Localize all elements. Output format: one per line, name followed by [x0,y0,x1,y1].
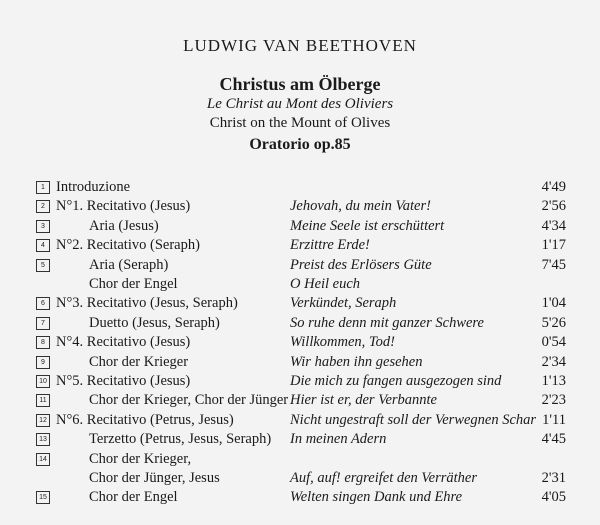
track-first-line: O Heil euch [290,276,361,292]
track-row [0,177,600,198]
track-description: N°5. Recitativo (Jesus) [56,373,191,389]
subtitle-english: Christ on the Mount of Olives [209,115,391,131]
track-description: Chor der Krieger, [89,450,192,467]
track-duration: 5'26 [541,314,566,331]
track-description: Chor der Engel [89,489,178,506]
track-row [0,449,600,470]
track-duration: 4'45 [541,431,566,448]
track-description: Chor der Krieger [89,353,189,370]
track-number-box: 14 [36,453,50,466]
track-number-box: 7 [36,317,50,330]
track-row [0,371,600,392]
track-first-line: Die mich zu fangen ausgezogen sind [290,373,502,389]
track-row [0,235,600,256]
track-row [0,196,600,217]
track-number-box: 6 [36,297,50,310]
track-description: Aria (Seraph) [89,256,169,273]
track-number-box: 12 [36,414,50,427]
track-number-box: 5 [36,259,50,272]
track-first-line: Wir haben ihn gesehen [290,353,423,370]
track-number-box: 8 [36,336,50,349]
track-first-line: Erzittre Erde! [290,237,370,254]
track-description: Introduzione [56,179,131,195]
track-duration: 0'54 [541,334,566,351]
work-title: Christus am Ölberge [219,74,381,94]
track-row [0,410,600,431]
track-first-line: Hier ist er, der Verbannte [290,392,437,409]
track-first-line: Nicht ungestraft soll der Verwegnen Schar [290,411,537,428]
track-number-box: 3 [36,220,50,233]
track-first-line: Verkündet, Seraph [290,295,397,312]
track-duration: 4'34 [541,217,566,234]
track-first-line: So ruhe denn mit ganzer Schwere [290,314,484,331]
track-description: Chor der Jünger, Jesus [89,470,220,486]
track-duration: 7'45 [541,256,566,273]
track-duration: 4'05 [541,489,566,506]
track-duration: 1'11 [542,411,566,428]
track-number-box: 9 [36,356,50,369]
track-description: N°3. Recitativo (Jesus, Seraph) [56,295,238,312]
track-description: Duetto (Jesus, Seraph) [89,314,220,331]
track-description: N°6. Recitativo (Petrus, Jesus) [56,411,234,428]
track-duration: 4'49 [541,179,566,195]
track-row [0,313,600,334]
track-description: Chor der Krieger, Chor der Jünger [89,392,289,409]
track-number-box: 1 [36,181,50,194]
track-description: N°2. Recitativo (Seraph) [56,237,200,254]
track-description: N°4. Recitativo (Jesus) [56,334,191,351]
track-row [0,487,600,508]
track-duration: 1'13 [541,373,566,389]
track-row [0,390,600,411]
composer-name: LUDWIG VAN BEETHOVEN [183,36,417,55]
track-duration: 2'34 [541,353,566,370]
track-number-box: 4 [36,239,50,252]
track-first-line: Willkommen, Tod! [290,334,395,351]
track-number-box: 10 [36,375,50,388]
track-duration: 2'23 [541,392,566,409]
opus-label: Oratorio op.85 [249,136,351,153]
track-row [0,255,600,276]
track-row [0,468,600,489]
subtitle-french: Le Christ au Mont des Oliviers [206,96,394,112]
track-duration: 2'56 [541,198,566,215]
track-first-line: Welten singen Dank und Ehre [290,489,463,506]
track-row [0,293,600,314]
track-first-line: Auf, auf! ergreifet den Verräther [290,470,477,486]
track-description: Aria (Jesus) [89,217,159,234]
track-first-line: Meine Seele ist erschüttert [290,217,445,234]
track-first-line: Preist des Erlösers Güte [290,256,432,273]
track-row [0,274,600,295]
track-number-box: 13 [36,433,50,446]
track-duration: 1'04 [541,295,566,312]
track-row [0,429,600,450]
track-description: Chor der Engel [89,276,178,292]
track-number-box: 15 [36,491,50,504]
track-first-line: In meinen Adern [290,431,387,448]
track-description: N°1. Recitativo (Jesus) [56,198,191,215]
track-duration: 2'31 [541,470,566,486]
track-row [0,352,600,373]
track-first-line: Jehovah, du mein Vater! [290,198,431,215]
track-row [0,332,600,353]
track-duration: 1'17 [541,237,566,254]
track-row [0,216,600,237]
track-number-box: 11 [36,394,50,407]
track-description: Terzetto (Petrus, Jesus, Seraph) [89,431,272,448]
track-number-box: 2 [36,200,50,213]
